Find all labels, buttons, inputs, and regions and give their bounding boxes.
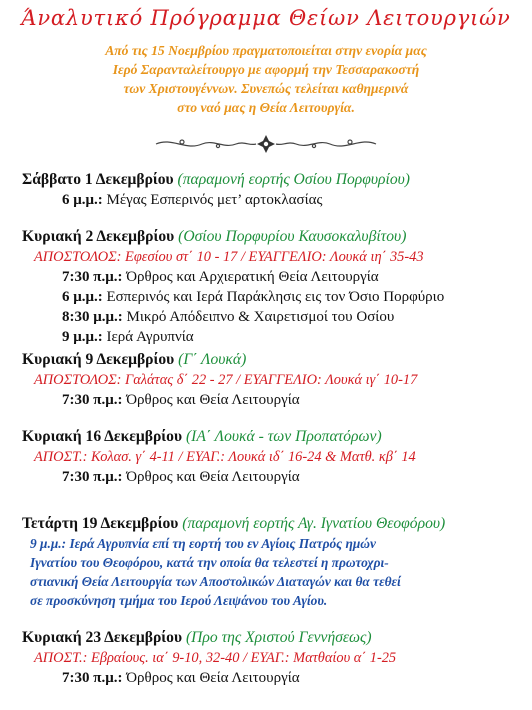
service-desc: Όρθρος και Θεία Λειτουργία <box>126 469 300 485</box>
readings-line: ΑΠΟΣΤΟΛΟΣ: Εφεσίου στ΄ 10 - 17 / ΕΥΑΓΓΕΛΙΟ: Λουκά ιη΄ 35-43 <box>34 249 424 265</box>
service-line <box>22 467 522 487</box>
readings-line: ΑΠΟΣΤ.: Εβραίους. ια΄ 9-10, 32-40 / ΕΥΑΓ.: Ματθαίου α΄ 1-25 <box>34 650 397 666</box>
vigil-description-line: Ιγνατίου του Θεοφόρου, κατά την οποία θα τελεστεί η πρωτοχρι- <box>30 555 389 570</box>
event-note: (παραμονή εορτής Αγ. Ιγνατίου Θεοφόρου) <box>182 515 446 532</box>
service-desc: Όρθρος και Θεία Λειτουργία <box>126 670 300 686</box>
event-date: Κυριακή 2 Δεκεμβρίου <box>22 228 175 245</box>
event-dec-2 <box>22 227 522 347</box>
service-time: 7:30 π.μ.: <box>62 670 123 686</box>
event-dec-1 <box>22 170 522 210</box>
page-title: Άναλυτικό Πρόγραμμα Θείων Λειτουργιών <box>21 6 511 30</box>
event-note: (ΙΑ΄ Λουκά - των Προπατόρων) <box>185 428 382 445</box>
event-heading <box>22 514 522 534</box>
service-line <box>22 190 522 210</box>
event-heading <box>22 227 522 247</box>
event-note: (Γ΄ Λουκά) <box>178 351 247 368</box>
event-heading <box>22 628 522 648</box>
intro-line: στο ναό μας η Θεία Λειτουργία. <box>177 100 355 115</box>
event-date: Κυριακή 16 Δεκεμβρίου <box>22 428 183 445</box>
event-date: Κυριακή 23 Δεκεμβρίου <box>22 629 183 646</box>
event-note: (Προ της Χριστού Γεννήσεως) <box>185 629 372 646</box>
service-time: 7:30 π.μ.: <box>62 469 123 485</box>
readings-line: ΑΠΟΣΤ.: Κολασ. γ΄ 4-11 / ΕΥΑΓ.: Λουκά ιδ΄ 16-24 & Ματθ. κβ΄ 14 <box>34 449 416 465</box>
service-desc: Όρθρος και Αρχιερατική Θεία Λειτουργία <box>126 269 379 285</box>
vigil-description-line: στιανική Θεία Λειτουργία των Αποστολικών Διαταγών και θα τεθεί <box>30 574 401 589</box>
event-dec-19 <box>22 514 522 610</box>
intro-line: των Χριστουγέννων. Συνεπώς τελείται καθημερινά <box>123 81 409 96</box>
event-note: (Οσίου Πορφυρίου Καυσοκαλυβίτου) <box>178 228 407 245</box>
service-time: 8:30 μ.μ.: <box>62 309 123 325</box>
service-line <box>22 287 522 307</box>
event-heading <box>22 170 522 190</box>
service-line <box>22 327 522 347</box>
service-line <box>22 390 522 410</box>
service-line <box>22 668 522 688</box>
event-dec-9 <box>22 350 522 410</box>
intro-line: Ιερό Σαρανταλείτουργο με αφορμή την Τεσσαρακοστή <box>112 62 420 77</box>
service-time: 7:30 π.μ.: <box>62 392 123 408</box>
event-heading <box>22 350 522 370</box>
intro-line: Από τις 15 Νοεμβρίου πραγματοποιείται στην ενορία μας <box>105 43 427 58</box>
vigil-description-line: 9 μ.μ.: Ιερά Αγρυπνία επί τη εορτή του εν Αγίοις Πατρός ημών <box>30 536 376 551</box>
service-desc: Εσπερινός και Ιερά Παράκλησις εις τον Όσιο Πορφύριο <box>106 289 445 305</box>
service-time: 6 μ.μ.: <box>62 192 103 208</box>
event-date: Σάββατο 1 Δεκεμβρίου <box>22 171 174 188</box>
service-line <box>22 267 522 287</box>
service-desc: Ιερά Αγρυπνία <box>106 329 194 345</box>
event-note: (παραμονή εορτής Οσίου Πορφυρίου) <box>177 171 410 188</box>
event-dec-23 <box>22 628 522 688</box>
event-date: Τετάρτη 19 Δεκεμβρίου <box>22 515 179 532</box>
event-dec-16 <box>22 427 522 487</box>
event-heading <box>22 427 522 447</box>
readings-line: ΑΠΟΣΤΟΛΟΣ: Γαλάτας δ΄ 22 - 27 / ΕΥΑΓΓΕΛΙΟ: Λουκά ιγ΄ 10-17 <box>34 372 418 388</box>
service-desc: Μικρό Απόδειπνο & Χαιρετισμοί του Οσίου <box>126 309 395 325</box>
service-desc: Μέγας Εσπερινός μετ’ αρτοκλασίας <box>106 192 323 208</box>
vigil-description-line: σε προσκύνηση τμήμα του Ιερού Λειψάνου του Αγίου. <box>30 593 328 608</box>
service-desc: Όρθρος και Θεία Λειτουργία <box>126 392 300 408</box>
service-time: 9 μ.μ.: <box>62 329 103 345</box>
event-date: Κυριακή 9 Δεκεμβρίου <box>22 351 175 368</box>
service-time: 6 μ.μ.: <box>62 289 103 305</box>
service-time: 7:30 π.μ.: <box>62 269 123 285</box>
service-line <box>22 307 522 327</box>
intro-paragraph <box>28 41 504 117</box>
ornament-divider-icon <box>152 133 380 155</box>
